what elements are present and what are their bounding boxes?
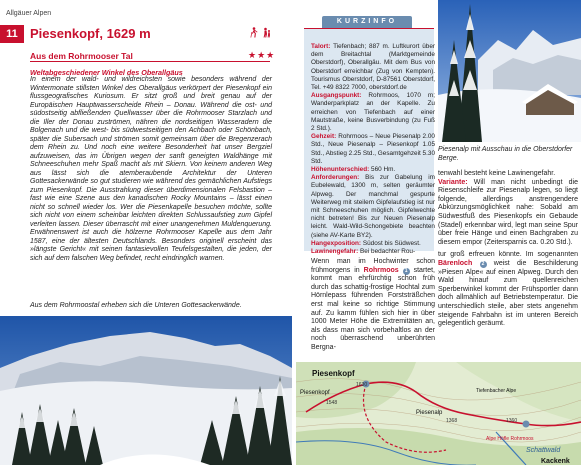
kurzinfo-item: Lawinengefahr: Bei bedachter Rou- [311, 248, 416, 256]
waypoint-1-icon: 1 [403, 268, 410, 275]
route-text-right: tenwahl besteht keine Lawinengefahr. Variante: Will man nicht unbedingt die Riesenschleife zur Piesenalp legen, so liegt folgende, allerdings anstrengendere Abkürzungsmöglichkeit nahe: Sobald am Südwestfuß des Piesenkopfs ein Gebaude (Stadel) erkennbar wird, legt man seine Spur über freie Hänge und einen Bachgraben zu diesem empor (Zeitersparnis ca. 0.20 Std.). tur groß erfreuen könnte. Im sogenannten Bärenloch 2 weist die Beschilderung »Piesen Alpe« auf einen Alpweg. Durch den Wald hinauf zum quellenreichen Sperberwinkel kommt der Frühsportler dann doch allmählich auf Betriebstemperatur. Die unterschiedlich steile, aber stets angenehm steigende Fahrbahn ist im unteren Bereich gelegentlich geräumt. [438, 170, 578, 328]
kurzinfo-item: Anforderungen: Bis zur Gabelung im Eubelewald, 1300 m, selten geräumter Alpweg. Der manchmal gespurte Weiterweg mit steilem Gipfelaufstieg ist nur mit Schneeschuhen möglich. Gipfelwechte nicht betreten! Bis zur Neuen Piesenalp leicht. Wald-Wild-Schongebiete beachten (siehe AV-Karte BY2). [311, 174, 435, 239]
place-baerenloch: Bärenloch [438, 259, 473, 267]
route-text-middle: Wenn man im Hochwinter schon frühmorgens in Rohrmoos 1 startet, kommt man ehrfürchtig schon früh durch das schattig-frostige Hochtal zum Hörnlepass führenden Forststräßchen erst mal keine so richtige Stimmung auf. Zu kamm fühlen sich hier in über 1000 Meter Höhe die Extremitäten an, als dass man sich vorbehaltlos an der noch überraschend unberührten Bergna- [311, 258, 435, 351]
page-subtitle: Aus dem Rohrmooser Tal [30, 51, 133, 61]
map-height: 1548 [326, 400, 338, 406]
kurzinfo-item: Höhenunterschied: 560 Hm. [311, 166, 396, 174]
map-height: 1630 [356, 382, 368, 388]
map-height: 1360 [506, 418, 518, 424]
page-title: Piesenkopf, 1629 m [30, 26, 151, 41]
kurzinfo-item: Ausgangspunkt: Rohrmoos, 1070 m; Wanderparkplatz an der Kapelle. Zu erreichen von Tiefenbach auf einer Mautstraße, keine Busverbindung (zu Fuß 2 Std.). [311, 92, 435, 133]
tour-number-badge: 11 [0, 25, 24, 43]
region-label: Allgäuer Alpen [6, 10, 52, 17]
photo-caption-right: Piesenalp mit Ausschau in die Oberstdorfer Berge. [438, 146, 573, 162]
map-label: Piesenkopf [312, 369, 355, 378]
photo-piesenalp [438, 0, 581, 142]
map-label: Kackenk [541, 458, 570, 465]
waypoint-2-icon: 2 [480, 261, 487, 268]
variant-label: Variante: [438, 178, 468, 186]
kurzinfo-item: Talort: Tiefenbach; 887 m. Luftkurort über dem Breitachtal (Marktgemeinde Oberstdorf), Oberallgäu. Mit dem Bus von Oberstdorf erreichbar (Zug von Kempten). Tourismus Oberstdorf, D-87561 Oberstdorf, Tel. +49 8322 7000, oberstdorf.de [311, 43, 435, 92]
kurzinfo-tab: KURZINFO [322, 16, 412, 28]
intro-text: In einem der wald- und wildreichsten sowie besonders während der Wintermonate stillsten Winkel des Oberallgäus verkörpert der Piesenkopf ein flussgeografisches Kuriosum. Er sitzt groß und breit genau auf der Europäischen Hauptwasserscheide Rhein – Donau. Während die ost- und südostseitig abfließenden Quellwasser über die Rohrmooser Starzlach und die Iller der Donau zuströmen, nähren die nordseitigen Wasseradern die Bolgenach und die west- bis südwestseitigen den Achbach oder Schönbach, später die Subersach und strömen somit gemeinsam über die Bregenzerach dem Rhein zu. Und noch eine weitere Besonderheit hat unser Bergziel aufzuweisen, das im Übrigen wegen der sanft geneigten Waldhänge mit Schneeschuhen mehr Spaß macht als mit Skiern. Von keinem anderen Weg aus lässt sich die atemberaubende Architektur der Unteren Gottesackerwände so gut studieren wie während des gemächlichen Aufstiegs zum Piesenkopf. Die Ausstrahlung dieser überdimensionalen Felsbastion – fast wie eine Szene aus den kanadischen Rocky Mountains – lässt einen nicht so schnell wieder los. Wer die Piesenkapelle besuchen möchte, sollte sich nicht von einem scheinbar leichten direkten Schlussaufstieg zum Gipfel verleiten lassen. Dieser überrascht mit einer unangenehmen Muldenquerung. Erwähnenswert ist auch die hölzerne Rohrmooser Kapelle aus dem Jahr 1587, eine der ältesten Deutschlands. Besonders originell erscheint das »längste Gericht« mit seinen fantasievollen Teufelsgestalten, die jeden, der sich auf dem falschen Weg befindet, recht eindringlich warnen. [30, 76, 272, 262]
map-label: Schattwald [526, 447, 561, 454]
map-label: Piesenkopf [300, 390, 330, 396]
child-icon [262, 27, 272, 38]
photo-caption-left: Aus dem Rohrmoostal erheben sich die Unteren Gottesackerwände. [30, 302, 242, 309]
map-height: 1368 [446, 418, 458, 424]
activity-icons [249, 27, 272, 41]
photo-gottesackerwaende [0, 316, 292, 465]
map-label: Alpe Höfle Rohrmoos [486, 436, 534, 442]
intro-heading: Weltabgeschiedener Winkel des Oberallgäus [30, 68, 183, 77]
map-label: Piesenalp [416, 410, 443, 416]
kurzinfo-content [311, 43, 435, 256]
map-label: Tiefenbacher Alpe [476, 388, 517, 394]
kurzinfo-item: Hangexposition: Südost bis Südwest. [311, 239, 421, 247]
place-rohrmoos: Rohrmoos [363, 266, 399, 274]
route-map [296, 362, 581, 465]
title-divider [30, 61, 270, 62]
hiker-icon [249, 27, 259, 38]
difficulty-stars: ★★★ [248, 50, 276, 60]
kurzinfo-item: Gehzeit: Rohrmoos – Neue Piesenalp 2.00 Std., Neue Piesenalp – Piesenkopf 1.05 Std., Abstieg 2.25 Std., Gesamtgehzeit 5.30 Std. [311, 133, 435, 165]
